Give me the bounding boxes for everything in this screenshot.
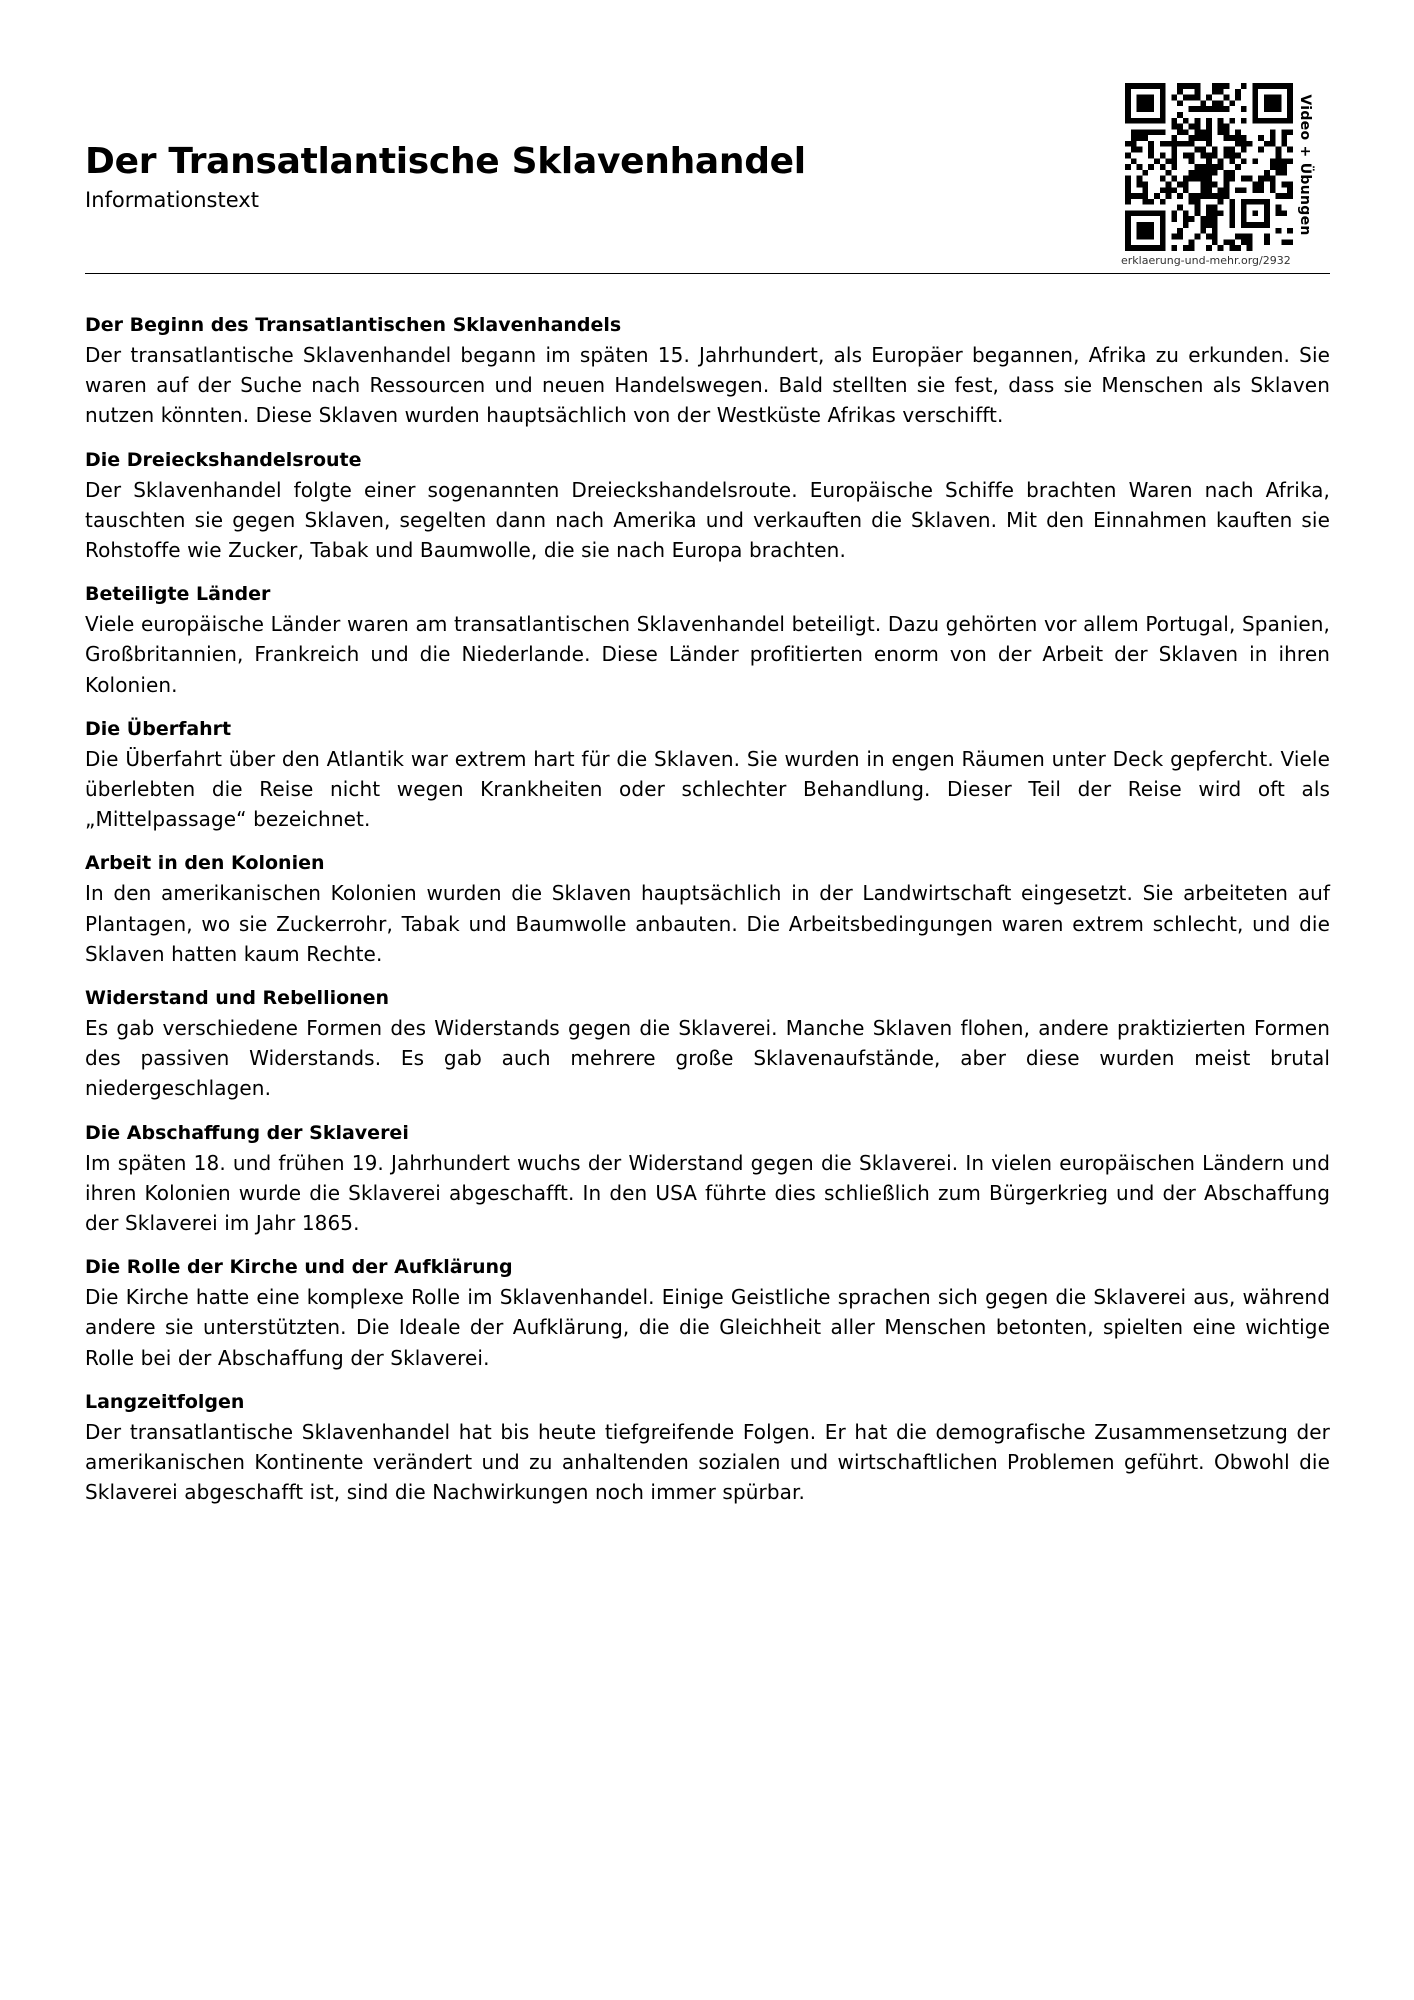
section [85, 445, 1330, 566]
section [85, 1118, 1330, 1239]
document-subtitle: Informationstext [85, 188, 259, 212]
section [85, 310, 1330, 431]
section-text: In den amerikanischen Kolonien wurden die Sklaven hauptsächlich in der Landwirtschaft eingesetzt. Sie arbeiteten auf Plantagen, wo sie Zuckerrohr, Tabak und Baumwolle anbauten. Die Arbeitsbedingungen waren extrem schlecht, und die Sklaven hatten kaum Rechte. [85, 881, 1330, 966]
section-heading: Die Dreieckshandelsroute [85, 448, 362, 471]
header-divider [85, 273, 1330, 274]
section [85, 1252, 1330, 1373]
section-heading: Die Rolle der Kirche und der Aufklärung [85, 1256, 513, 1279]
section-text: Im späten 18. und frühen 19. Jahrhundert wuchs der Widerstand gegen die Sklaverei. In vielen europäischen Ländern und ihren Kolonien wurde die Sklaverei abgeschafft. In den USA führte dies schließlich zum Bürgerkrieg und der Abschaffung der Sklaverei im Jahr 1865. [85, 1150, 1330, 1236]
section [85, 983, 1330, 1104]
section-heading: Die Überfahrt [85, 717, 232, 740]
section-heading: Die Abschaffung der Sklaverei [85, 1121, 409, 1144]
section [85, 1387, 1330, 1508]
section-text: Der transatlantische Sklavenhandel begann im späten 15. Jahrhundert, als Europäer begannen, Afrika zu erkunden. Sie waren auf der Suche nach Ressourcen und neuen Handelswegen. Bald stellten sie fest, dass sie Menschen als Sklaven nutzen könnten. Diese Sklaven wurden hauptsächlich von der Westküste Afrikas verschifft. [85, 343, 1330, 428]
qr-block [1115, 80, 1330, 275]
qr-code-icon[interactable] [1125, 83, 1293, 251]
section-text: Viele europäische Länder waren am transatlantischen Sklavenhandel beteiligt. Dazu gehörten vor allem Portugal, Spanien, Großbritannien, Frankreich und die Niederlande. Diese Länder profitierten enorm von der Arbeit der Sklaven in ihren Kolonien. [85, 612, 1330, 697]
section-heading: Arbeit in den Kolonien [85, 852, 325, 875]
section-text: Die Kirche hatte eine komplexe Rolle im Sklavenhandel. Einige Geistliche sprachen sich gegen die Sklaverei aus, während andere sie unterstützten. Die Ideale der Aufklärung, die die Gleichheit aller Menschen betonten, spielten eine wichtige Rolle bei der Abschaffung der Sklaverei. [85, 1285, 1330, 1370]
section-heading: Langzeitfolgen [85, 1390, 245, 1413]
document-header [85, 80, 1330, 275]
section-text: Der Sklavenhandel folgte einer sogenannten Dreieckshandelsroute. Europäische Schiffe brachten Waren nach Afrika, tauschten sie gegen Sklaven, segelten dann nach Amerika und verkauften die Sklaven. Mit den Einnahmen kauften sie Rohstoffe wie Zucker, Tabak und Baumwolle, die sie nach Europa brachten. [85, 477, 1330, 563]
section-heading: Beteiligte Länder [85, 583, 271, 606]
section [85, 714, 1330, 835]
section-heading: Der Beginn des Transatlantischen Sklavenhandels [85, 314, 622, 336]
section-text: Die Überfahrt über den Atlantik war extrem hart für die Sklaven. Sie wurden in engen Räumen unter Deck gepfercht. Viele überlebten die Reise nicht wegen Krankheiten oder schlechter Behandlung. Dieser Teil der Reise wird oft als „Mittelpassage“ bezeichnet. [85, 746, 1330, 832]
section-text: Es gab verschiedene Formen des Widerstands gegen die Sklaverei. Manche Sklaven flohen, andere praktizierten Formen des passiven Widerstands. Es gab auch mehrere große Sklavenaufstände, aber diese wurden meist brutal niedergeschlagen. [85, 1016, 1330, 1101]
section-text: Der transatlantische Sklavenhandel hat bis heute tiefgreifende Folgen. Er hat die demografische Zusammensetzung der amerikanischen Kontinente verändert und zu anhaltenden sozialen und wirtschaftlichen Problemen geführt. Obwohl die Sklaverei abgeschafft ist, sind die Nachwirkungen noch immer spürbar. [85, 1419, 1330, 1505]
document-body [85, 310, 1330, 1521]
section-heading: Widerstand und Rebellionen [85, 987, 390, 1010]
section [85, 848, 1330, 969]
section [85, 579, 1330, 700]
qr-url: erklaerung-und-mehr.org/2932 [1121, 254, 1291, 267]
qr-side-label: Video + Übungen [1297, 94, 1313, 236]
document-title: Der Transatlantische Sklavenhandel [85, 141, 806, 182]
